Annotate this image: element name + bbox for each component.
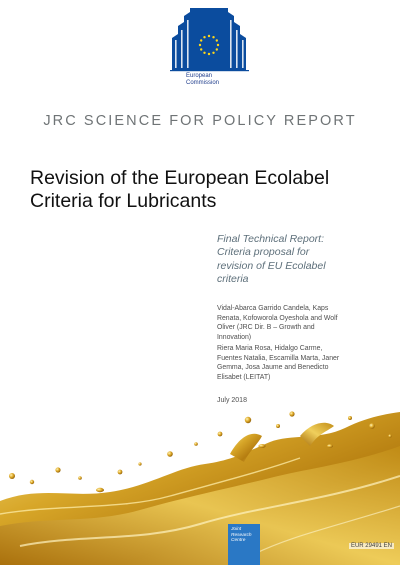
author-line: Vidal-Abarca Garrido Candela, Kaps <box>217 305 329 312</box>
title-line-2: Criteria for Lubricants <box>30 190 217 212</box>
author-line: Innovation) <box>217 333 252 341</box>
author-line: Elisabet (LEITAT) <box>217 373 271 381</box>
title-line-1: Revision of the European Ecolabel <box>30 167 330 189</box>
subtitle-line-4: criteria <box>217 272 249 285</box>
oil-splash-image <box>0 406 400 565</box>
jrc-badge-text <box>231 527 252 544</box>
authors-leitat <box>217 344 377 382</box>
subtitle-line-2: Criteria proposal for <box>217 246 310 259</box>
report-series-title: JRC SCIENCE FOR POLICY REPORT <box>43 113 357 129</box>
jrc-badge <box>228 524 260 565</box>
author-line: Fuentes Natalia, Escamilla Marta, Janer <box>217 354 340 362</box>
european-commission-wordmark <box>186 73 256 87</box>
report-subtitle <box>217 233 367 286</box>
report-title <box>30 167 370 213</box>
author-line: Gemma, Josa Jaume and Benedicto <box>217 364 329 372</box>
badge-line-joint: Joint <box>231 527 242 532</box>
eur-report-number: EUR 29491 EN <box>350 543 392 549</box>
logo-line-european: European <box>186 73 213 79</box>
subtitle-line-1: Final Technical Report: <box>217 233 324 245</box>
badge-line-research: Research <box>231 532 252 538</box>
logo-line-commission: Commission <box>186 80 220 86</box>
authors-jrc <box>217 304 377 342</box>
publication-date: July 2018 <box>217 397 247 404</box>
author-line: Oliver (JRC Dir. B – Growth and <box>217 324 315 332</box>
author-line: Renata, Kofoworola Oyeshola and Wolf <box>217 314 338 322</box>
subtitle-line-3: revision of EU Ecolabel <box>217 259 326 272</box>
author-line: Riera Maria Rosa, Hidalgo Carme, <box>217 345 323 352</box>
badge-line-centre: Centre <box>231 538 246 543</box>
